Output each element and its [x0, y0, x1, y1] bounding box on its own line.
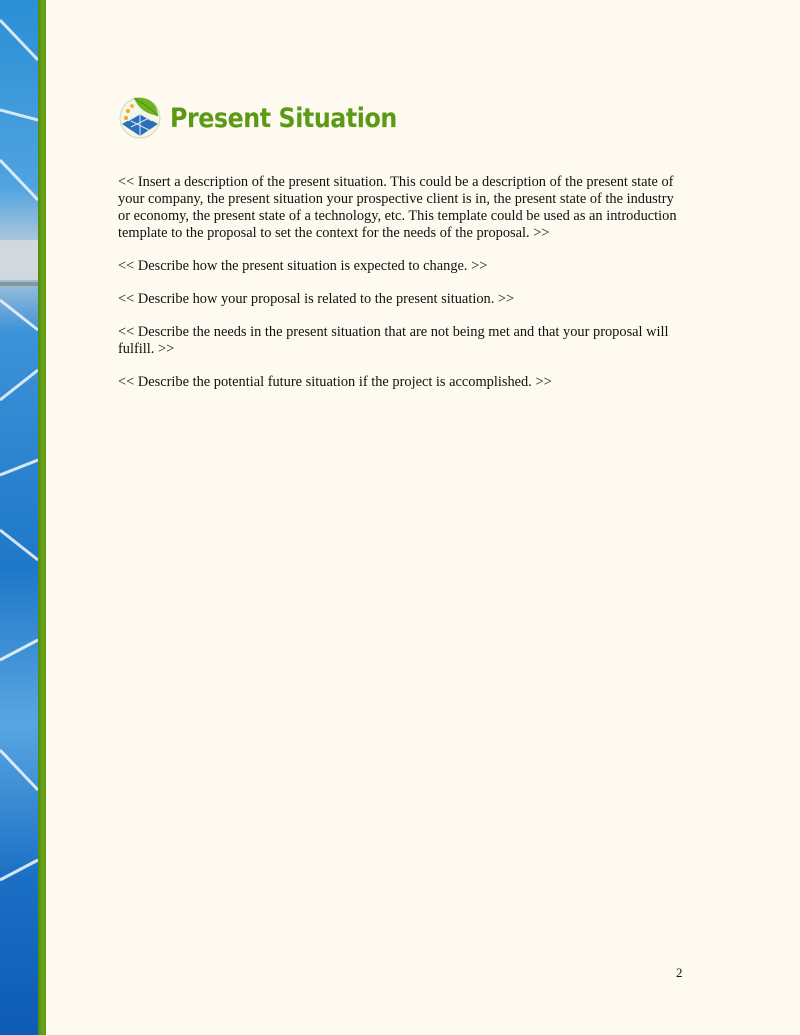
leaf-solar-panel-logo-icon — [118, 94, 162, 140]
section-header — [118, 94, 428, 140]
solar-panel-side-image — [0, 0, 38, 1035]
solar-panel-grid-lines — [0, 0, 38, 1035]
body-content — [118, 174, 684, 407]
paragraph-expected-change: << Describe how the present situation is expected to change. >> — [118, 258, 488, 274]
paragraph-future-situation: << Describe the potential future situation if the project is accomplished. >> — [118, 374, 552, 390]
paragraph-present-situation: << Insert a description of the present situation. This could be a description of the present state of your company, the present situation your prospective client is in, the present state of the industry or economy, the present state of a technology, etc. This template could be used as an introduction template to the proposal to set the context for the needs of the proposal. >> — [118, 174, 677, 241]
green-accent-bar — [38, 0, 46, 1035]
page-title: Present Situation — [170, 102, 397, 134]
paragraph-proposal-relation: << Describe how your proposal is related to the present situation. >> — [118, 291, 515, 307]
paragraph-unmet-needs: << Describe the needs in the present situation that are not being met and that your proposal will fulfill. >> — [118, 324, 669, 357]
page-number: 2 — [676, 965, 683, 980]
